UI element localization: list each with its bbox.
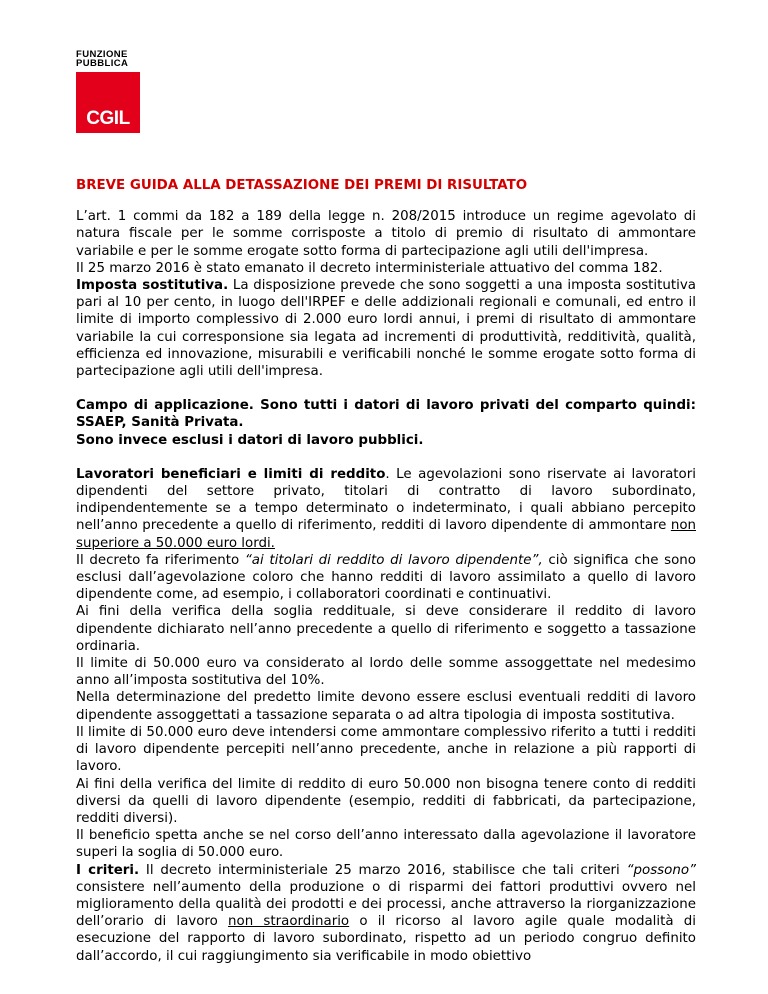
underlined-limit: non superiore a 50.000 euro lordi. (76, 518, 696, 551)
document-body (76, 177, 696, 965)
campo-line-1: Campo di applicazione. Sono tutti i datori di lavoro privati del comparto quindi: SSAEP, Sanità Privata. (76, 398, 696, 431)
paragraph-decreto-date: Il 25 marzo 2016 è stato emanato il decreto interministeriale attuativo del comma 182. (76, 260, 663, 276)
text-criteri-3: o il ricorso al lavoro agile quale modalità di esecuzione del rapporto di lavoro subordinato, rispetto ad un periodo congruo definito dall’accordo, il cui raggiungimento sia verificabile in modo obiettivo (76, 914, 696, 964)
paragraph-campo-applicazione (76, 397, 696, 431)
text-imposta-sostitutiva: La disposizione prevede che sono soggetti a una imposta sostitutiva pari al 10 per cento, in luogo dell'IRPEF e delle addizionali regionali e comunali, ed entro il limite di importo complessivo di 2.000 euro lordi annui, i premi di risultato di ammontare variabile la cui corresponsione sia legata ad incrementi di produttività, redditività, qualità, efficienza ed innovazione, misurabili e verificabili nonché le somme erogate sotto forma di partecipazione agli utili dell'impresa. (76, 278, 696, 380)
text-decreto-pre: Il decreto fa riferimento (76, 552, 245, 568)
heading-imposta-sostitutiva: Imposta sostitutiva. (76, 278, 229, 294)
paragraph-beneficio: Il beneficio spetta anche se nel corso dell’anno interessato dalla agevolazione il lavoratore superi la soglia di 50.000 euro. (76, 828, 696, 861)
logo-line-pubblica: PUBBLICA (76, 58, 129, 69)
paragraph-esclusi (76, 432, 696, 449)
quote-titolari: “ai titolari di reddito di lavoro dipendente”, (244, 552, 543, 568)
paragraph-criteri (76, 862, 696, 965)
paragraph-limite-complessivo: Il limite di 50.000 euro deve intendersi come ammontare complessivo riferito a tutti i redditi di lavoro dipendente percepiti nell’anno precedente, anche in relazione a più rapporti di lavoro. (76, 724, 696, 775)
spacer (76, 449, 696, 466)
underlined-non-straordinario: non straordinario (228, 914, 350, 930)
document-title: BREVE GUIDA ALLA DETASSAZIONE DEI PREMI DI RISULTATO (76, 178, 528, 193)
spacer (76, 380, 696, 397)
logo-line-funzione: FUNZIONE (76, 49, 128, 60)
text-decreto-post: ciò significa che sono esclusi dall’agevolazione coloro che hanno redditi di lavoro assimilato a quello di lavoro dipendente come, ad esempio, i collaboratori coordinati e continuativi. (76, 552, 696, 603)
logo-brand: CGIL (86, 108, 130, 129)
paragraph-decreto-riferimento (76, 552, 696, 604)
paragraph-imposta-sostitutiva (76, 277, 696, 380)
campo-line-2: Sono invece esclusi i datori di lavoro pubblici. (76, 432, 424, 448)
quote-possono: “possono” (626, 862, 696, 878)
paragraph-intro: L’art. 1 commi da 182 a 189 della legge n. 208/2015 introduce un regime agevolato di natura fiscale per le somme corrisposte a titolo di premio di risultato di ammontare variabile e per le somme erogate sotto forma di partecipazione agli utili dell'impresa. (76, 209, 696, 259)
paragraph-determinazione: Nella determinazione del predetto limite devono essere esclusi eventuali redditi di lavoro dipendente assoggettati a tassazione separata o ad altra tipologia di imposta sostitutiva. (76, 690, 696, 723)
cgil-logo (76, 50, 140, 133)
paragraph-soglia: Ai fini della verifica della soglia reddituale, si deve considerare il reddito di lavoro dipendente dichiarato nell’anno precedente a quello di riferimento e soggetto a tassazione ordinaria. (76, 604, 696, 654)
heading-lavoratori-beneficiari: Lavoratori beneficiari e limiti di reddito (76, 466, 386, 482)
text-lavoratori-beneficiari: . Le agevolazioni sono riservate ai lavoratori dipendenti del settore privato, titolari di contratto di lavoro subordinato, indipendentemente se a tempo determinato o indeterminato, i quali abbiano percepito nell’anno precedente a quello di riferimento, redditi di lavoro dipendente di ammontare (76, 466, 696, 534)
text-criteri-2: consistere nell’aumento della produzione o di risparmi dei fattori produttivi ovvero nel miglioramento della qualità dei prodotti e dei processi, anche attraverso la riorganizzazione dell’orario di lavoro (76, 879, 696, 930)
paragraph-verifica-limite: Ai fini della verifica del limite di reddito di euro 50.000 non bisogna tenere conto di redditi diversi da quelli di lavoro dipendente (esempio, redditi di fabbricati, da partecipazione, redditi diversi). (76, 776, 696, 826)
paragraph-limite-lordo: Il limite di 50.000 euro va considerato al lordo delle somme assoggettate nel medesimo anno all’imposta sostitutiva del 10%. (76, 656, 696, 689)
heading-criteri: I criteri. (76, 862, 140, 878)
paragraph-lavoratori-beneficiari (76, 466, 696, 552)
text-criteri-1: Il decreto interministeriale 25 marzo 2016, stabilisce che tali criteri (139, 862, 627, 878)
logo-red-box (76, 72, 140, 133)
